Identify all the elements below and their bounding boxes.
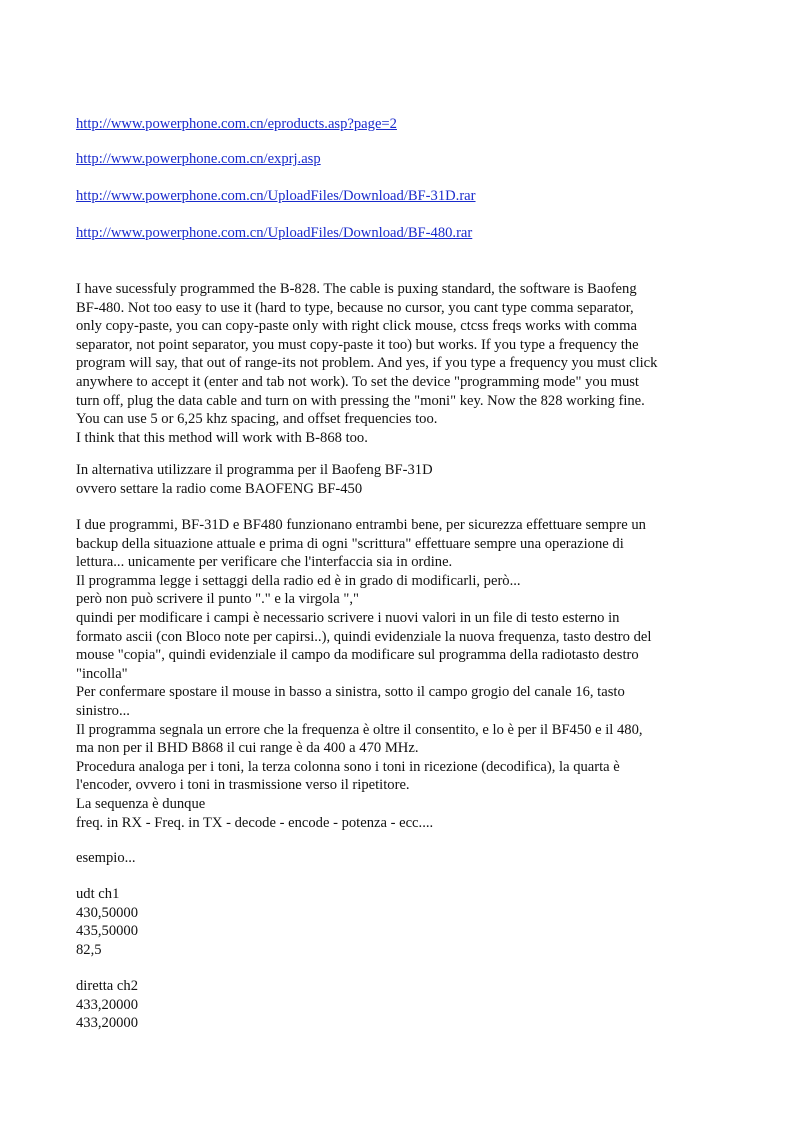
link-bf31d-download[interactable]: http://www.powerphone.com.cn/UploadFiles/Download/BF-31D.rar xyxy=(76,188,476,204)
example-channel-1 xyxy=(76,885,756,959)
channel-name: diretta ch2 xyxy=(76,978,138,994)
text-line: formato ascii (con Bloco note per capirsi..), quindi evidenziale la nuova frequenza, tasto destro del xyxy=(76,628,652,645)
text-line: lettura... unicamente per verificare che l'interfaccia sia in ordine. xyxy=(76,554,453,571)
text-line: only copy-paste, you can copy-paste only with right click mouse, ctcss freqs works with comma xyxy=(76,318,637,335)
english-paragraph xyxy=(76,280,756,447)
tx-frequency: 435,50000 xyxy=(76,923,139,940)
alternative-paragraph xyxy=(76,461,756,498)
text-line: separator, not point separator, you must copy-paste it too) but works. If you type a frequency the xyxy=(76,336,639,353)
text-line: anywhere to accept it (enter and tab not work). To set the device "programming mode" you must xyxy=(76,373,639,390)
text-line: program will say, that out of range-its not problem. And yes, if you type a frequency you must click xyxy=(76,355,658,372)
text-line: "incolla" xyxy=(76,665,128,682)
text-line: Il programma legge i settaggi della radio ed è in grado di modificarli, però... xyxy=(76,572,521,589)
text-line: BF-480. Not too easy to use it (hard to type, because no cursor, you cant type comma separator, xyxy=(76,299,634,316)
text-line: In alternativa utilizzare il programma per il Baofeng BF-31D xyxy=(76,462,433,478)
rx-frequency: 430,50000 xyxy=(76,904,139,921)
text-line: Procedura analoga per i toni, la terza colonna sono i toni in ricezione (decodifica), la quarta è xyxy=(76,758,620,775)
tx-frequency: 433,20000 xyxy=(76,1015,139,1032)
text-line: I have sucessfuly programmed the B-828. The cable is puxing standard, the software is Baofeng xyxy=(76,281,637,297)
text-line: quindi per modificare i campi è necessario scrivere i nuovi valori in un file di testo esterno in xyxy=(76,609,620,626)
text-line: I due programmi, BF-31D e BF480 funzionano entrambi bene, per sicurezza effettuare sempre un xyxy=(76,517,646,533)
link-exprj[interactable]: http://www.powerphone.com.cn/exprj.asp xyxy=(76,151,321,167)
text-line: l'encoder, ovvero i toni in trasmissione verso il ripetitore. xyxy=(76,777,410,794)
text-line: ovvero settare la radio come BAOFENG BF-450 xyxy=(76,480,363,497)
tone-value: 82,5 xyxy=(76,941,102,958)
text-line: Il programma segnala un errore che la frequenza è oltre il consentito, e lo è per il BF450 e il 480, xyxy=(76,721,643,738)
link-eproducts[interactable]: http://www.powerphone.com.cn/eproducts.asp?page=2 xyxy=(76,116,397,132)
text-line: You can use 5 or 6,25 khz spacing, and offset frequencies too. xyxy=(76,411,438,428)
text-line: turn off, plug the data cable and turn on with pressing the "moni" key. Now the 828 working fine. xyxy=(76,392,645,409)
text-line: La sequenza è dunque xyxy=(76,795,206,812)
text-line: esempio... xyxy=(76,850,136,866)
text-line: Per confermare spostare il mouse in basso a sinistra, sotto il campo grogio del canale 16, tasto xyxy=(76,684,625,701)
text-line: sinistro... xyxy=(76,702,130,719)
example-channel-2 xyxy=(76,977,756,1033)
text-line: freq. in RX - Freq. in TX - decode - encode - potenza - ecc.... xyxy=(76,814,434,831)
text-line: però non può scrivere il punto "." e la virgola "," xyxy=(76,591,359,608)
rx-frequency: 433,20000 xyxy=(76,996,139,1013)
text-line: backup della situazione attuale e prima di ogni "scrittura" effettuare sempre una operazione di xyxy=(76,535,624,552)
text-line: mouse "copia", quindi evidenziale il campo da modificare sul programma della radiotasto destro xyxy=(76,647,639,664)
channel-name: udt ch1 xyxy=(76,886,120,902)
example-label xyxy=(76,849,756,868)
link-bf480-download[interactable]: http://www.powerphone.com.cn/UploadFiles/Download/BF-480.rar xyxy=(76,225,473,241)
text-line: ma non per il BHD B868 il cui range è da 400 a 470 MHz. xyxy=(76,740,419,757)
italian-paragraph xyxy=(76,516,756,832)
text-line: I think that this method will work with B-868 too. xyxy=(76,429,368,446)
